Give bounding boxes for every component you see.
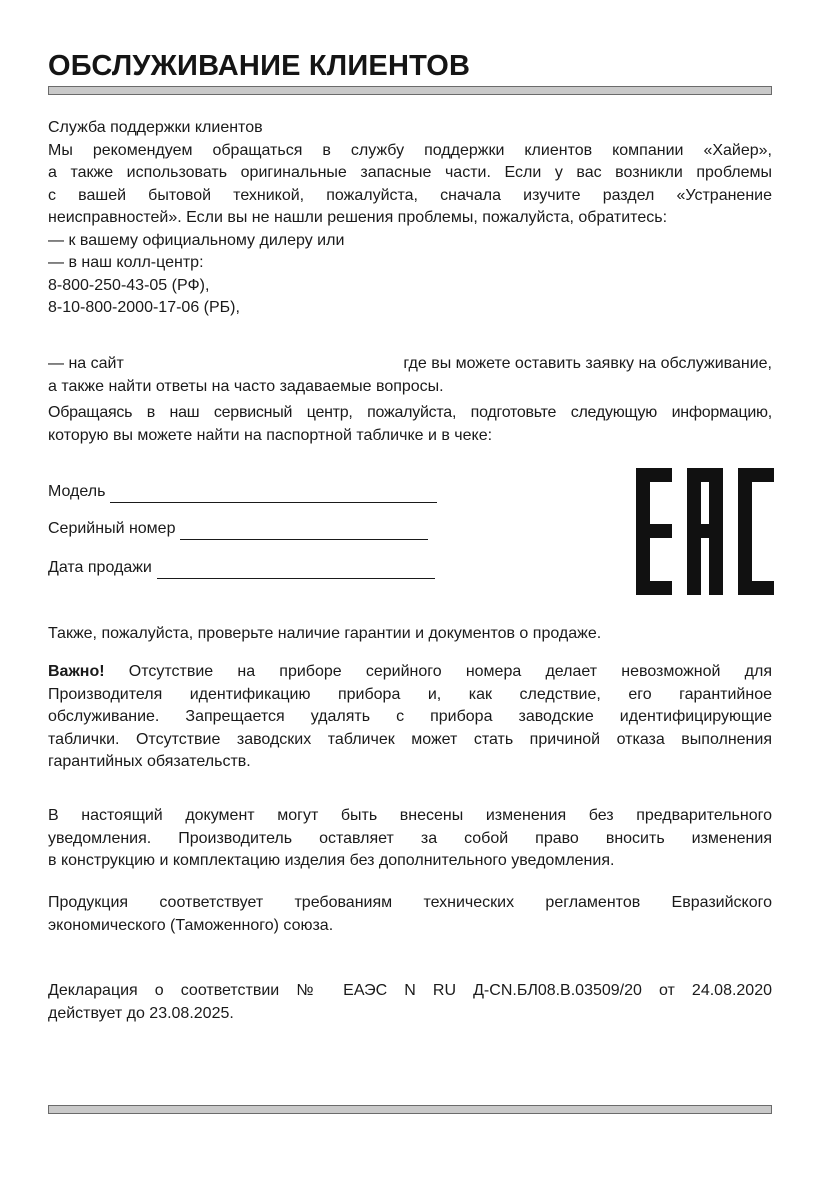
website-suffix: где вы можете оставить заявку на обслуживание,	[403, 355, 772, 372]
important-line-1	[48, 661, 772, 684]
website-line	[48, 353, 772, 376]
support-intro-line-1: Мы рекомендуем обращаться в службу поддержки клиентов компании «Хайер»,	[48, 141, 772, 159]
declaration-line-2: действует до 23.08.2025.	[48, 1004, 234, 1022]
important-line-2: Производителя идентификацию прибора и, как следствие, его гарантийное	[48, 685, 772, 703]
top-divider	[48, 86, 772, 95]
important-line-4: таблички. Отсутствие заводских табличек может стать причиной отказа выполнения	[48, 730, 772, 748]
warranty-note: Также, пожалуйста, проверьте наличие гарантии и документов о продаже.	[48, 625, 602, 642]
compliance-section	[48, 892, 772, 937]
prepare-line-1: Обращаясь в наш сервисный центр, пожалуйста, подготовьте следующую информацию,	[48, 404, 772, 421]
model-field-row	[48, 481, 437, 503]
support-dealer: — к вашему официальному дилеру или	[48, 231, 345, 249]
prepare-line-2: которую вы можете найти на паспортной табличке и в чеке:	[48, 426, 493, 444]
website-section	[48, 353, 772, 398]
support-callcenter: — в наш колл-центр:	[48, 254, 204, 271]
model-label: Модель	[48, 483, 106, 500]
phone-russia: 8-800-250-43-05 (РФ),	[48, 276, 210, 294]
website-line-2: а также найти ответы на часто задаваемые вопросы.	[48, 377, 444, 395]
page-title: ОБСЛУЖИВАНИЕ КЛИЕНТОВ	[48, 50, 471, 82]
important-section	[48, 661, 772, 774]
compliance-line-1: Продукция соответствует требованиям технических регламентов Евразийского	[48, 894, 772, 911]
support-intro-line-4: неисправностей». Если вы не нашли решения проблемы, пожалуйста, обратитесь:	[48, 209, 668, 226]
support-intro-line-2: а также использовать оригинальные запасные части. Если у вас возникли проблемы	[48, 164, 772, 181]
declaration-section	[48, 980, 772, 1025]
sale-date-field-row	[48, 557, 435, 579]
serial-label: Серийный номер	[48, 520, 176, 537]
changes-line-1: В настоящий документ могут быть внесены изменения без предварительного	[48, 807, 772, 824]
serial-field-row	[48, 518, 428, 540]
changes-line-3: в конструкцию и комплектацию изделия без дополнительного уведомления.	[48, 852, 615, 869]
important-line-1-text: Отсутствие на приборе серийного номера делает невозможной для	[104, 663, 772, 680]
support-intro-line-3: с вашей бытовой техникой, пожалуйста, сначала изучите раздел «Устранение	[48, 186, 772, 204]
declaration-line-1: Декларация о соответствии № ЕАЭС N RU Д-CN.БЛ08.В.03509/20 от 24.08.2020	[48, 982, 772, 999]
warranty-note-section	[48, 623, 772, 646]
compliance-line-2: экономического (Таможенного) союза.	[48, 916, 334, 934]
important-line-5: гарантийных обязательств.	[48, 753, 251, 770]
prepare-section	[48, 402, 772, 447]
eac-mark-logo	[636, 468, 774, 595]
sale-date-label: Дата продажи	[48, 559, 152, 576]
bottom-divider	[48, 1105, 772, 1114]
changes-section	[48, 805, 772, 873]
changes-line-2: уведомления. Производитель оставляет за собой право вносить изменения	[48, 829, 772, 847]
sale-date-blank-line[interactable]	[157, 561, 435, 579]
model-blank-line[interactable]	[110, 485, 437, 503]
important-line-3: обслуживание. Запрещается удалять с прибора заводские идентифицирующие	[48, 708, 772, 725]
serial-blank-line[interactable]	[180, 522, 428, 540]
support-heading: Служба поддержки клиентов	[48, 119, 263, 136]
important-label: Важно!	[48, 663, 105, 680]
phone-belarus: 8-10-800-2000-17-06 (РБ),	[48, 299, 240, 316]
website-prefix: — на сайт	[48, 355, 124, 372]
support-section	[48, 117, 772, 320]
